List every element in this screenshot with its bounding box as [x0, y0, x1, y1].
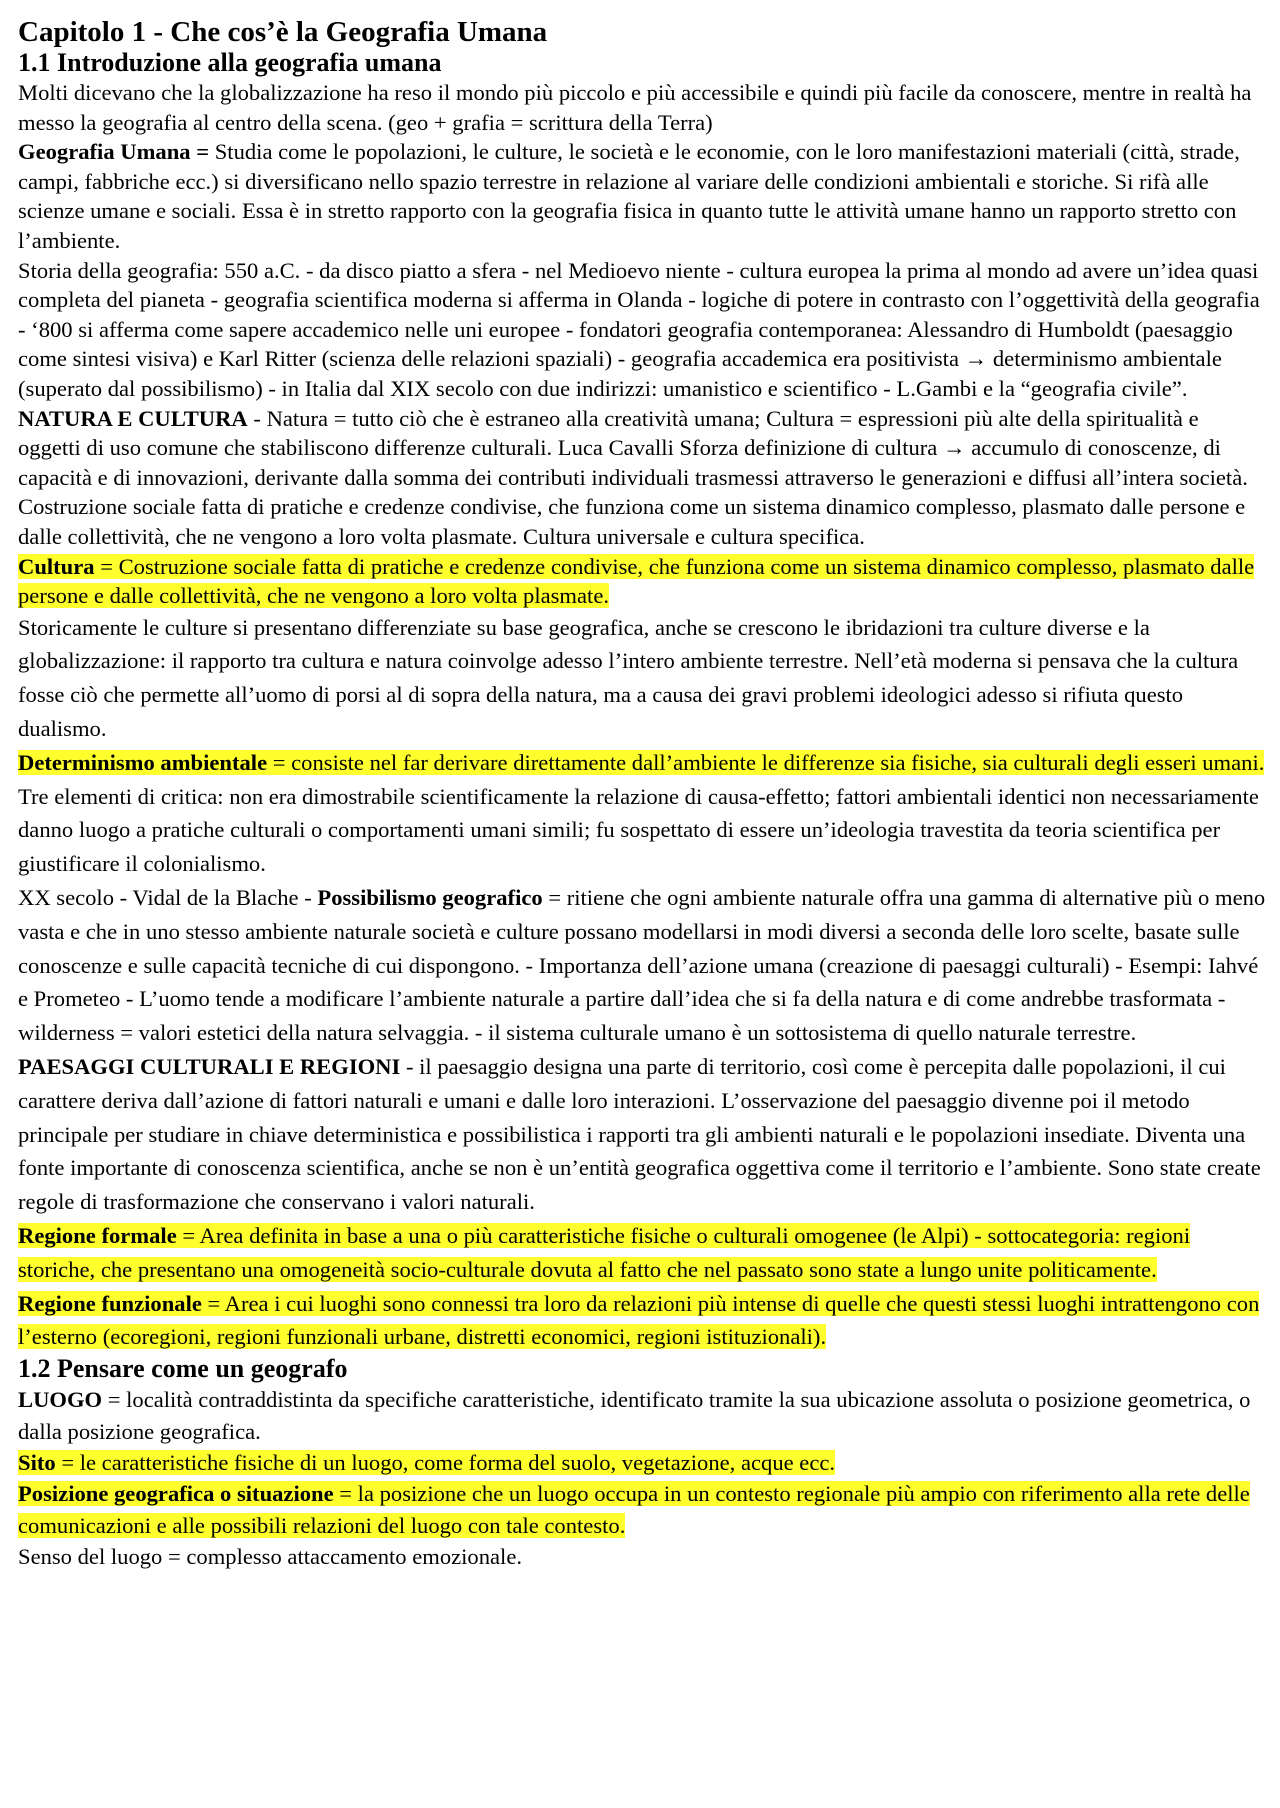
text-possibilismo-pre: XX secolo - Vidal de la Blache - [18, 885, 318, 911]
paragraph-storia: Storia della geografia: 550 a.C. - da disco piatto a sfera - nel Medioevo niente - cultura europea la prima al mondo ad avere un’idea quasi completa del pianeta - geografia scientifica moderna si afferma in Olanda - logiche di potere in contrasto con l’oggettività della geografia - ‘800 si afferma come sapere accademico nelle uni europee - fondatori geografia contemporanea: Alessandro di Humboldt (paesaggio come sintesi visiva) e Karl Ritter (scienza delle relazioni spaziali) - geografia accademica era positivista → determinismo ambientale (superato dal possibilismo) - in Italia dal XIX secolo con due indirizzi: umanistico e scientifico - L.Gambi e la “geografia civile”. [18, 257, 1260, 401]
highlight-regione-formale [18, 1223, 1190, 1282]
highlight-regione-funzionale [18, 1291, 1259, 1350]
paragraph-regione-formale [18, 1219, 1266, 1287]
definition-regione-funzionale: = Area i cui luoghi sono connessi tra loro da relazioni più intense di quelle che questi stessi luoghi intrattengono con l’esterno (ecoregioni, regioni funzionali urbane, distretti economici, regioni istituzionali). [18, 1290, 1260, 1350]
highlight-cultura [18, 554, 1254, 609]
paragraph-posizione [18, 1478, 1266, 1541]
definition-regione-formale: = Area definita in base a una o più caratteristiche fisiche o culturali omogenee (le Alpi) - sottocategoria: regioni storiche, che presentano una omogeneità socio-culturale dovuta al fatto che nel passato sono state a lungo unite politicamente. [18, 1223, 1191, 1282]
term-luogo: LUOGO [18, 1387, 103, 1413]
paragraph-intro: Molti dicevano che la globalizzazione ha reso il mondo più piccolo e più accessibile e quindi più facile da conoscere, mentre in realtà ha messo la geografia al centro della scena. (geo + grafia = scrittura della Terra) [18, 80, 1252, 135]
paragraph-geografia-umana [18, 137, 1266, 255]
definition-sito: = le caratteristiche fisiche di un luogo, come forma del suolo, vegetazione, acque ecc. [55, 1450, 836, 1476]
paragraph-natura-cultura [18, 404, 1266, 552]
definition-luogo: = località contraddistinta da specifiche caratteristiche, identificato tramite la sua ubicazione assoluta o posizione geometrica, o dalla posizione geografica. [18, 1387, 1251, 1444]
term-sito: Sito [18, 1450, 56, 1476]
highlight-determinismo [18, 750, 1264, 775]
paragraph-sito [18, 1447, 1266, 1478]
text-paesaggi: - il paesaggio designa una parte di territorio, così come è percepita dalle popolazioni, il cui carattere deriva dall’azione di fattori naturali e umani e dalle loro interazioni. L’osservazione del paesaggio divenne poi il metodo principale per studiare in chiave deterministica e possibilistica i rapporti tra gli ambienti naturali e le popolazioni insediate. Diventa una fonte importante di conoscenza scientifica, anche se non è un’entità geografica oggettiva come il territorio e l’ambiente. Sono state create regole di trasformazione che conservano i valori naturali. [18, 1054, 1261, 1215]
definition-posizione: = la posizione che un luogo occupa in un contesto regionale più ampio con riferimento alla rete delle comunicazioni e alle possibili relazioni del luogo con tale contesto. [18, 1481, 1250, 1538]
paragraph-regione-funzionale [18, 1287, 1266, 1355]
term-geografia-umana: Geografia Umana = [18, 139, 210, 165]
term-posizione: Posizione geografica o situazione [18, 1481, 334, 1507]
paragraph-paesaggi [18, 1050, 1266, 1219]
definition-geografia-umana: Studia come le popolazioni, le culture, le società e le economie, con le loro manifestazioni materiali (città, strade, campi, fabbriche ecc.) si diversificano nello spazio terrestre in relazione al variare delle condizioni ambientali e storiche. Si rifà alle scienze umane e sociali. Essa è in stretto rapporto con la geografia fisica in quanto tutte le attività umane hanno un rapporto stretto con l’ambiente. [18, 139, 1240, 253]
paragraph-storicamente: Storicamente le culture si presentano differenziate su base geografica, anche se crescono le ibridazioni tra culture diverse e la globalizzazione: il rapporto tra cultura e natura coinvolge adesso l’intero ambiente terrestre. Nell’età moderna si pensava che la cultura fosse ciò che permette all’uomo di porsi al di sopra della natura, ma a causa dei gravi problemi ideologici adesso si rifiuta questo dualismo. [18, 614, 1239, 742]
paragraph-senso-luogo: Senso del luogo = complesso attaccamento emozionale. [18, 1544, 523, 1570]
section-heading-1-1: 1.1 Introduzione alla geografia umana [18, 48, 442, 77]
term-regione-funzionale: Regione funzionale [18, 1290, 202, 1316]
heading-natura-cultura: NATURA E CULTURA [18, 405, 248, 431]
heading-paesaggi: PAESAGGI CULTURALI E REGIONI [18, 1054, 401, 1080]
term-determinismo: Determinismo ambientale [18, 749, 268, 775]
term-regione-formale: Regione formale [18, 1223, 177, 1249]
paragraph-determinismo [18, 746, 1266, 881]
term-cultura: Cultura [18, 553, 95, 579]
text-determinismo-critica: Tre elementi di critica: non era dimostrabile scientificamente la relazione di causa-effetto; fattori ambientali identici non necessariamente danno luogo a pratiche culturali o comportamenti umani simili; fu sospettato di essere un’ideologia travestita da teoria scientifica per giustificare il colonialismo. [18, 783, 1259, 877]
paragraph-cultura-definition [18, 552, 1266, 611]
paragraph-luogo [18, 1384, 1266, 1447]
highlight-posizione [18, 1481, 1250, 1537]
term-possibilismo: Possibilismo geografico [317, 885, 543, 911]
section-heading-1-2: 1.2 Pensare come un geografo [18, 1354, 348, 1384]
text-natura-cultura: - Natura = tutto ciò che è estraneo alla creatività umana; Cultura = espressioni più alte della spiritualità e oggetti di uso comune che stabiliscono differenze culturali. Luca Cavalli Sforza definizione di cultura → accumulo di conoscenze, di capacità e di innovazioni, derivante dalla somma dei contributi individuali trasmessi attraverso le generazioni e diffusi all’intera società. Costruzione sociale fatta di pratiche e credenze condivise, che funziona come un sistema dinamico complesso, plasmato dalle persone e dalle collettività, che ne vengono a loro volta plasmate. Cultura universale e cultura specifica. [18, 405, 1248, 549]
definition-determinismo: = consiste nel far derivare direttamente dall’ambiente le differenze sia fisiche, sia culturali degli esseri umani. [267, 749, 1265, 775]
definition-cultura: = Costruzione sociale fatta di pratiche e credenze condivise, che funziona come un sistema dinamico complesso, plasmato dalle persone e dalle collettività, che ne vengono a loro volta plasmate. [18, 553, 1255, 609]
highlight-sito [18, 1450, 835, 1475]
paragraph-possibilismo [18, 881, 1266, 1050]
definition-possibilismo: = ritiene che ogni ambiente naturale offra una gamma di alternative più o meno vasta e che in uno stesso ambiente naturale società e culture possano modellarsi in modi diversi a seconda delle loro scelte, basate sulle conoscenze e sulle capacità tecniche di cui dispongono. - Importanza dell’azione umana (creazione di paesaggi culturali) - Esempi: Iahvé e Prometeo - L’uomo tende a modificare l’ambiente naturale a partire dall’idea che si fa della natura e di come andrebbe trasformata - wilderness = valori estetici della natura selvaggia. - il sistema culturale umano è un sottosistema di quello naturale terrestre. [18, 885, 1266, 1046]
chapter-title: Capitolo 1 - Che cos’è la Geografia Umana [18, 16, 548, 48]
